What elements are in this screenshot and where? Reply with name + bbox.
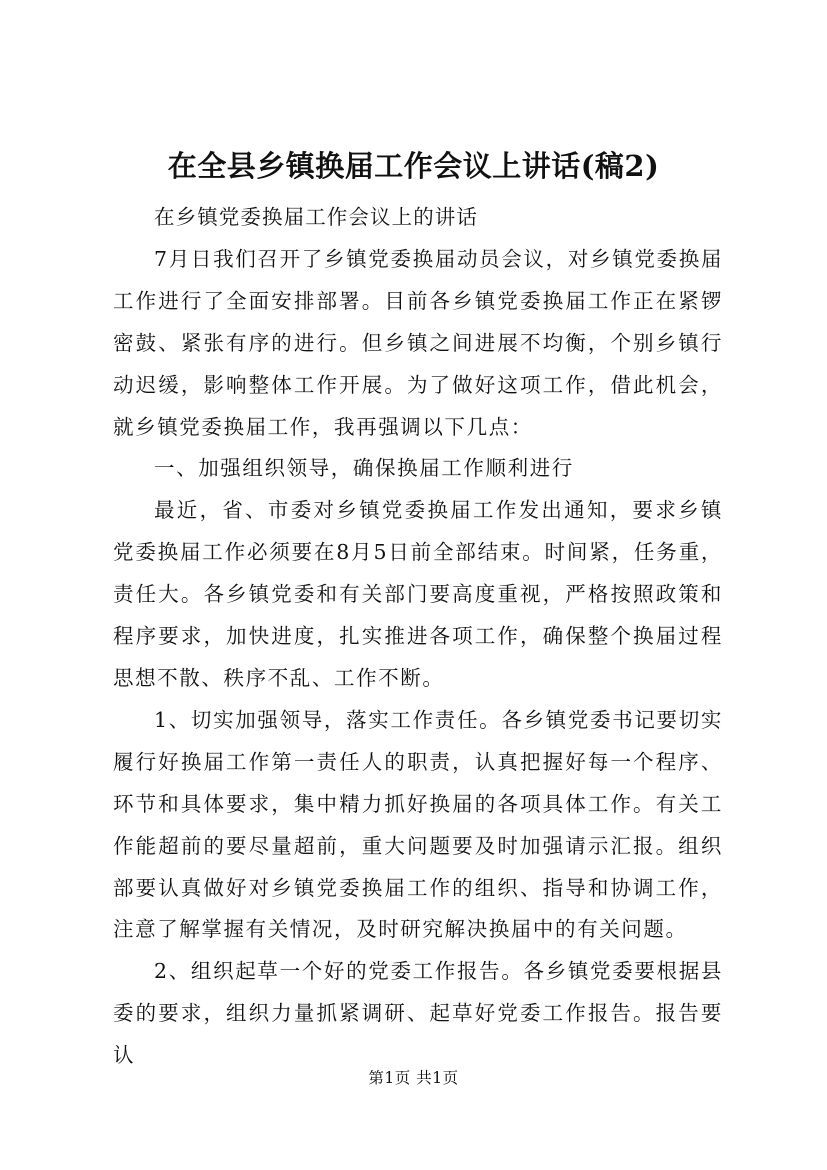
document-body <box>113 197 723 1077</box>
document-title: 在全县乡镇换届工作会议上讲话(稿2) <box>167 149 660 183</box>
paragraph-item-2: 2、组织起草一个好的党委工作报告。各乡镇党委要根据县委的要求，组织力量抓紧调研、起草好党委工作报告。报告要认 <box>113 959 723 1068</box>
document-subtitle: 在乡镇党委换届工作会议上的讲话 <box>154 205 478 229</box>
page-footer: 第1页 共1页 <box>368 1069 459 1087</box>
paragraph-item-1: 1、切实加强领导，落实工作责任。各乡镇党委书记要切实履行好换届工作第一责任人的职责，认真把握好每一个程序、环节和具体要求，集中精力抓好换届的各项具体工作。有关工作能超前的要尽量超前，重大问题要及时加强请示汇报。组织部要认真做好对乡镇党委换届工作的组织、指导和协调工作，注意了解掌握有关情况，及时研究解决换届中的有关问题。 <box>113 707 723 942</box>
paragraph-intro: 7月日我们召开了乡镇党委换届动员会议，对乡镇党委换届工作进行了全面安排部署。目前各乡镇党委换届工作正在紧锣密鼓、紧张有序的进行。但乡镇之间进展不均衡，个别乡镇行动迟缓，影响整体工作开展。为了做好这项工作，借此机会，就乡镇党委换届工作，我再强调以下几点： <box>113 246 723 439</box>
paragraph-section-1: 最近，省、市委对乡镇党委换届工作发出通知，要求乡镇党委换届工作必须要在8月5日前全部结束。时间紧，任务重，责任大。各乡镇党委和有关部门要高度重视，严格按照政策和程序要求，加快进度，扎实推进各项工作，确保整个换届过程思想不散、秩序不乱、工作不断。 <box>113 498 723 690</box>
section-heading-1: 一、加强组织领导，确保换届工作顺利进行 <box>154 456 574 481</box>
